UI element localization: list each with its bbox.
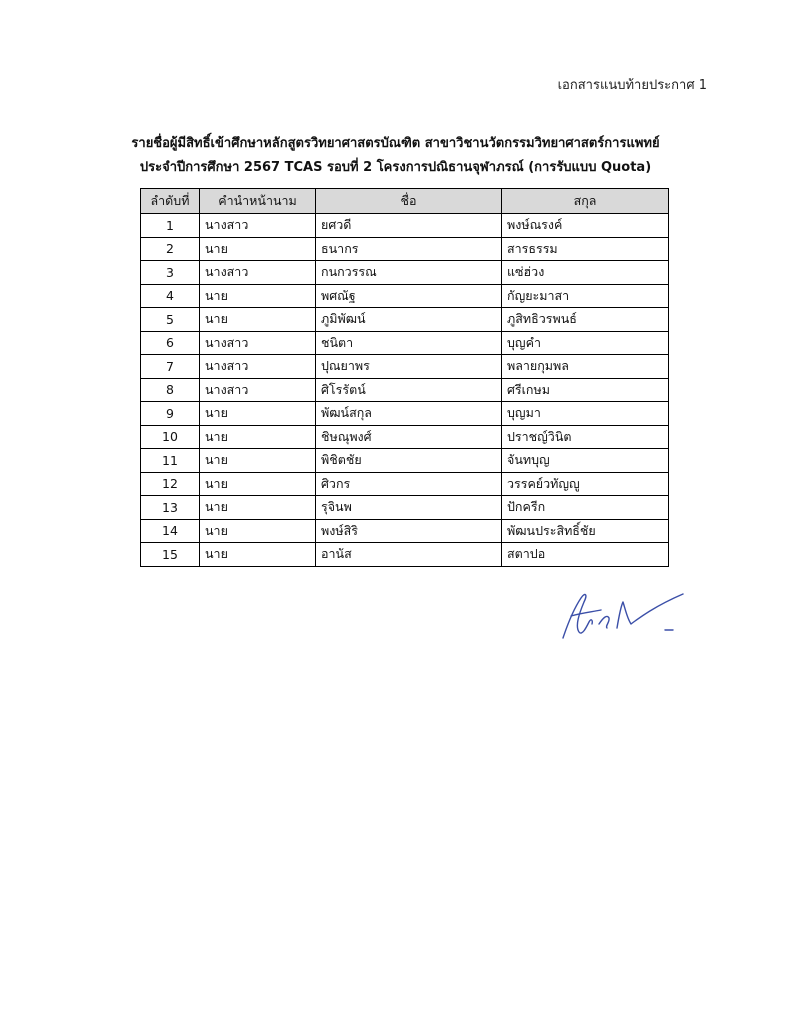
cell-last-name: ปักครีก (502, 496, 669, 520)
table-row (141, 284, 669, 308)
cell-order: 13 (141, 496, 200, 520)
cell-order: 7 (141, 355, 200, 379)
cell-prefix: นาย (200, 543, 316, 567)
cell-first-name: ชนิตา (316, 331, 502, 355)
cell-last-name: ภูสิทธิวรพนธ์ (502, 308, 669, 332)
header-first-name: ชื่อ (316, 189, 502, 214)
signature-stroke-4 (617, 594, 683, 628)
cell-prefix: นางสาว (200, 331, 316, 355)
signature-stroke-3 (599, 616, 609, 628)
admission-list-table (140, 188, 669, 567)
table-row (141, 331, 669, 355)
cell-last-name: สตาปอ (502, 543, 669, 567)
signature (555, 588, 690, 643)
cell-order: 10 (141, 425, 200, 449)
cell-prefix: นางสาว (200, 214, 316, 238)
cell-order: 8 (141, 378, 200, 402)
table-row (141, 355, 669, 379)
cell-first-name: ศิวกร (316, 472, 502, 496)
cell-prefix: นางสาว (200, 378, 316, 402)
page-reference: เอกสารแนบท้ายประกาศ 1 (557, 78, 707, 93)
cell-prefix: นางสาว (200, 261, 316, 285)
cell-prefix: นาย (200, 472, 316, 496)
signature-stroke-2 (571, 610, 601, 616)
table-row (141, 449, 669, 473)
cell-first-name: อานัส (316, 543, 502, 567)
cell-prefix: นาย (200, 402, 316, 426)
cell-prefix: นาย (200, 425, 316, 449)
table-row (141, 402, 669, 426)
table-row (141, 237, 669, 261)
cell-last-name: สารธรรม (502, 237, 669, 261)
cell-prefix: นางสาว (200, 355, 316, 379)
cell-order: 4 (141, 284, 200, 308)
table-row (141, 543, 669, 567)
cell-last-name: บุญมา (502, 402, 669, 426)
table-row (141, 496, 669, 520)
cell-last-name: ปราชญ์วินิต (502, 425, 669, 449)
cell-last-name: ศรีเกษม (502, 378, 669, 402)
cell-last-name: วรรคย์วทัญญู (502, 472, 669, 496)
cell-last-name: จันทบุญ (502, 449, 669, 473)
title-line-2: ประจำปีการศึกษา 2567 TCAS รอบที่ 2 โครงการปณิธานจุฬาภรณ์ (การรับแบบ Quota) (139, 160, 652, 175)
cell-order: 15 (141, 543, 200, 567)
cell-first-name: กนกวรรณ (316, 261, 502, 285)
cell-order: 14 (141, 519, 200, 543)
cell-prefix: นาย (200, 284, 316, 308)
cell-order: 5 (141, 308, 200, 332)
cell-order: 12 (141, 472, 200, 496)
cell-first-name: พศณัฐ (316, 284, 502, 308)
cell-first-name: ชิษณุพงศ์ (316, 425, 502, 449)
cell-order: 9 (141, 402, 200, 426)
cell-last-name: บุญคำ (502, 331, 669, 355)
cell-first-name: ปุณยาพร (316, 355, 502, 379)
cell-prefix: นาย (200, 449, 316, 473)
title-line-1: รายชื่อผู้มีสิทธิ์เข้าศึกษาหลักสูตรวิทยาศาสตรบัณฑิต สาขาวิชานวัตกรรมวิทยาศาสตร์การแพทย์ (131, 136, 660, 151)
cell-prefix: นาย (200, 519, 316, 543)
header-last-name: สกุล (502, 189, 669, 214)
table-row (141, 378, 669, 402)
cell-first-name: ศิโรรัตน์ (316, 378, 502, 402)
cell-prefix: นาย (200, 308, 316, 332)
table-body (141, 214, 669, 567)
cell-order: 11 (141, 449, 200, 473)
cell-prefix: นาย (200, 496, 316, 520)
document-title (0, 132, 791, 180)
cell-order: 1 (141, 214, 200, 238)
cell-first-name: พงษ์สิริ (316, 519, 502, 543)
cell-last-name: กัญยะมาสา (502, 284, 669, 308)
table-row (141, 425, 669, 449)
cell-first-name: ธนากร (316, 237, 502, 261)
cell-order: 3 (141, 261, 200, 285)
table-row (141, 261, 669, 285)
table-row (141, 472, 669, 496)
cell-first-name: พิชิตชัย (316, 449, 502, 473)
table-row (141, 519, 669, 543)
table-header-row (141, 189, 669, 214)
cell-first-name: ภูมิพัฒน์ (316, 308, 502, 332)
cell-order: 6 (141, 331, 200, 355)
cell-last-name: พัฒนประสิทธิ์ชัย (502, 519, 669, 543)
cell-prefix: นาย (200, 237, 316, 261)
header-order: ลำดับที่ (141, 189, 200, 214)
cell-last-name: แซ่ฮ่วง (502, 261, 669, 285)
signature-stroke-1 (563, 595, 592, 638)
cell-order: 2 (141, 237, 200, 261)
table-row (141, 214, 669, 238)
table-row (141, 308, 669, 332)
header-prefix: คำนำหน้านาม (200, 189, 316, 214)
cell-first-name: ยศวดี (316, 214, 502, 238)
cell-first-name: รุจินพ (316, 496, 502, 520)
cell-last-name: พงษ์ณรงค์ (502, 214, 669, 238)
cell-first-name: พัฒน์สกุล (316, 402, 502, 426)
cell-last-name: พลายกุมพล (502, 355, 669, 379)
